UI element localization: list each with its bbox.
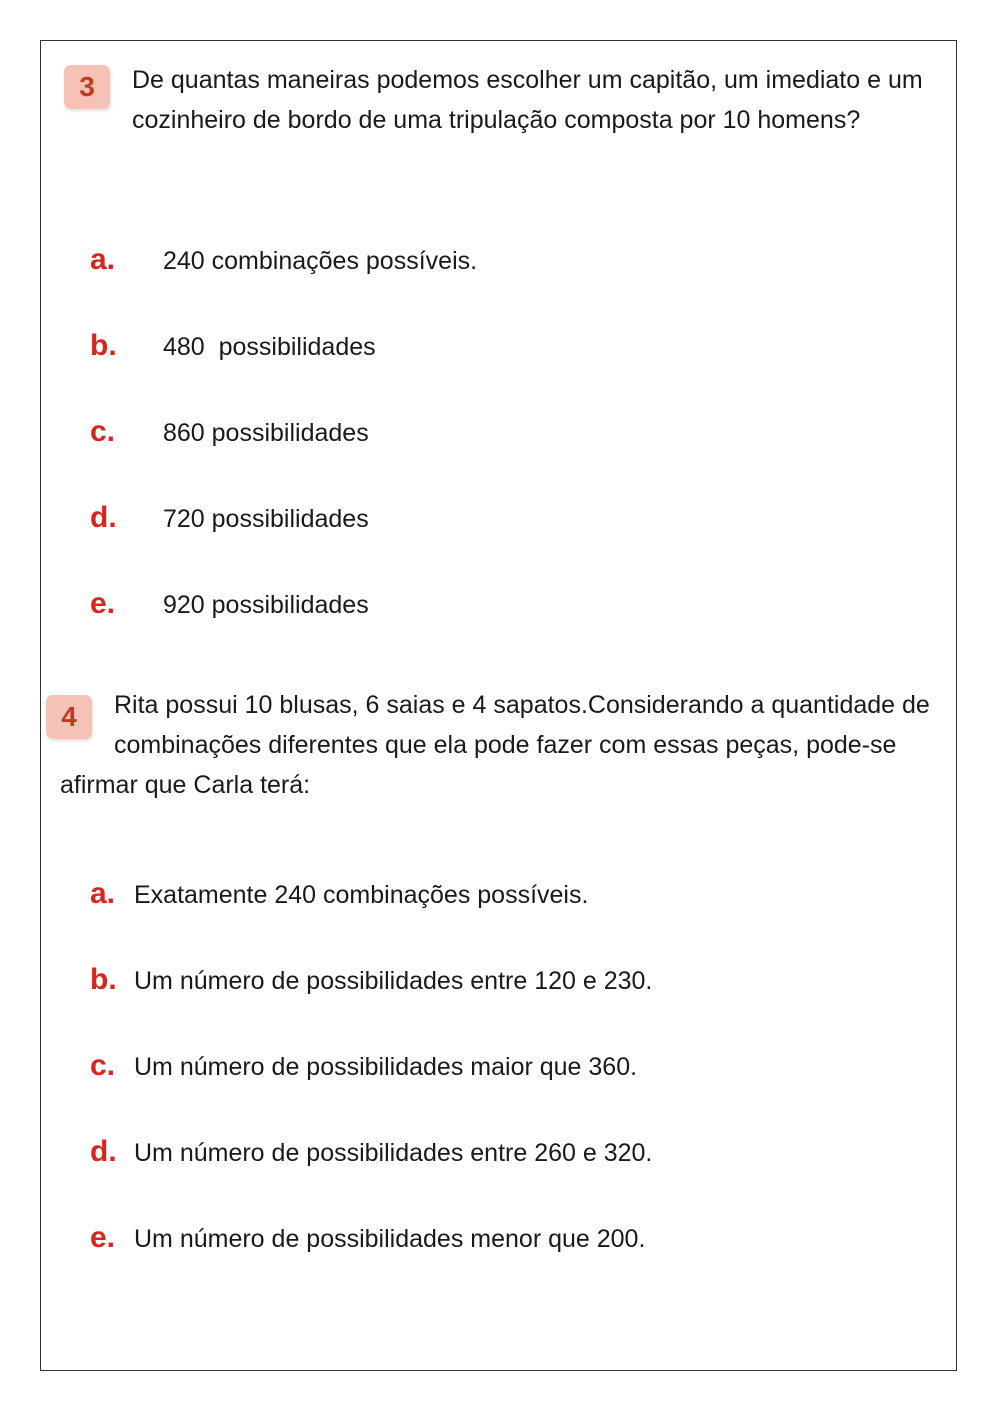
option-c[interactable] bbox=[90, 415, 369, 449]
option-letter: a. bbox=[90, 877, 116, 910]
option-b[interactable] bbox=[90, 963, 652, 997]
option-d[interactable] bbox=[90, 501, 369, 535]
option-d[interactable] bbox=[90, 1135, 652, 1169]
option-text: 240 combinações possíveis. bbox=[163, 247, 478, 275]
option-letter: d. bbox=[90, 501, 117, 534]
question-stem-text: De quantas maneiras podemos escolher um capitão, um imediato e um cozinheiro de bordo de uma tripulação composta por 10 homens? bbox=[132, 66, 923, 134]
option-a[interactable] bbox=[90, 243, 477, 277]
option-text: 920 possibilidades bbox=[163, 591, 369, 619]
option-a[interactable] bbox=[90, 877, 588, 911]
option-letter: c. bbox=[90, 415, 116, 448]
question-stem-text: Rita possui 10 blusas, 6 saias e 4 sapatos.Considerando a quantidade de combinações diferentes que ela pode fazer com essas peças, pode-se afirmar que Carla terá: bbox=[60, 691, 930, 799]
option-letter: e. bbox=[90, 587, 116, 620]
option-text: 860 possibilidades bbox=[163, 419, 369, 447]
option-c[interactable] bbox=[90, 1049, 637, 1083]
option-letter: b. bbox=[90, 963, 117, 996]
question-3 bbox=[60, 60, 930, 140]
option-e[interactable] bbox=[90, 1221, 645, 1255]
option-text: Um número de possibilidades entre 120 e 230. bbox=[134, 967, 653, 995]
option-letter: c. bbox=[90, 1049, 116, 1082]
option-letter: e. bbox=[90, 1221, 116, 1254]
question-4 bbox=[60, 685, 930, 805]
option-letter: d. bbox=[90, 1135, 117, 1168]
option-text: 720 possibilidades bbox=[163, 505, 369, 533]
option-text: Um número de possibilidades menor que 200. bbox=[134, 1225, 646, 1253]
option-text: 480 possibilidades bbox=[163, 333, 376, 361]
option-b[interactable] bbox=[90, 329, 376, 363]
question-number-badge: 4 bbox=[46, 695, 92, 739]
option-text: Um número de possibilidades entre 260 e 320. bbox=[134, 1139, 653, 1167]
option-text: Exatamente 240 combinações possíveis. bbox=[134, 881, 589, 909]
option-letter: b. bbox=[90, 329, 117, 362]
option-text: Um número de possibilidades maior que 360. bbox=[134, 1053, 638, 1081]
question-number-badge: 3 bbox=[64, 65, 110, 109]
option-letter: a. bbox=[90, 243, 116, 276]
option-e[interactable] bbox=[90, 587, 369, 621]
question-stem bbox=[60, 685, 930, 805]
question-stem bbox=[60, 60, 930, 140]
